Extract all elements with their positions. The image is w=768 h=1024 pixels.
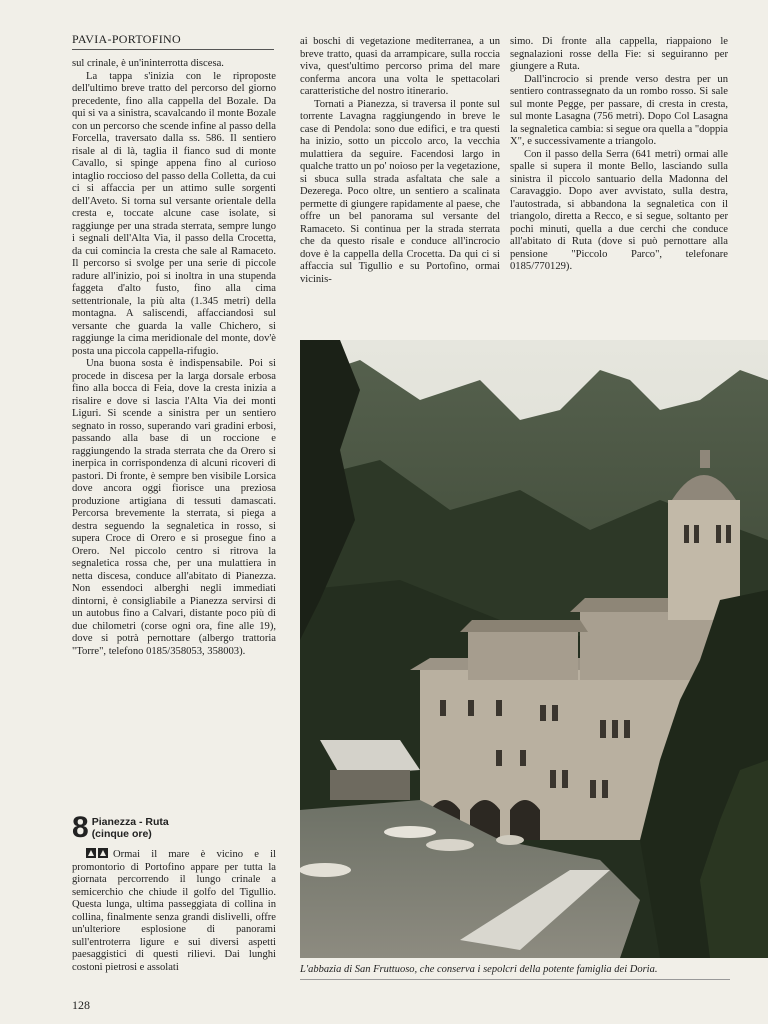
paragraph [72, 848, 276, 974]
paragraph: La tappa s'inizia con le riproposte dell'ultimo breve tratto del percorso del giorno precedente, fino alla cappella del Bozale. Da qui si va a sinistra, scavalcando il monte Bozale con un percorso che scende infine al passo della Forcella, traversato dalla ss. 586. Il sentiero risale al di là, taglia il fianco sud di monte Cavallo, si spinge appena fino al curioso intaglio roccioso del passo della Colletta, da cui ci si affaccia per un attimo sulle sorgenti dell'Aveto. Si torna sul versante orientale della cresta e, toccate alcune case isolate, si raggiunge per una strada sterrata, sempre lungo i segnali dell'Alta Via, il passo della Crocetta, da cui comincia la cresta che sale al Ramaceto. Il percorso si svolge per una serie di piccole radure all'inizio, poi si inoltra in una stupenda faggeta d'alto fusto, fino alla cima settentrionale, la più alta (1.345 metri) della montagna. A saliscendi, affacciandosi sul versante che guarda la valle Chichero, si raggiunge la cima meridionale del monte, dov'è posta una piccola cappella-rifugio. [72, 70, 276, 357]
hiker-icon [98, 848, 108, 858]
column-1-text [72, 58, 276, 808]
page-number: 128 [72, 998, 90, 1012]
abbey-photo [300, 340, 768, 958]
difficulty-badges [86, 848, 108, 858]
section-paragraph: Ormai il mare è vicino e il promontorio di Portofino appare per tutta la giornata percorrendo il lungo crinale a semicerchio che chiude il golfo del Tigullio. Questa lunga, ultima passeggiata di collina in collina, finalmente senza grandi dislivelli, offre un'ulteriore esplosione di panorami sull'entroterra ligure e sui diversi aspetti paesaggistici di questi rilievi. Dai lunghi costoni pietrosi e assolati [72, 849, 276, 973]
running-header: PAVIA-PORTOFINO [72, 32, 274, 50]
section-title [92, 816, 169, 840]
photo-caption: L'abbazia di San Fruttuoso, che conserva i sepolcri della potente famiglia dei Doria. [300, 963, 730, 980]
paragraph: ai boschi di vegetazione mediterranea, a un breve tratto, quasi da arrampicare, sulla roccia viva, quest'ultimo percorso prima del mare conferma ancora una volta le spettacolari caratteristiche del nostro itinerario. [300, 36, 500, 97]
hiker-icon [86, 848, 96, 858]
section-number: 8 [72, 811, 89, 844]
column-1-section-text [72, 848, 276, 988]
column-3-text [510, 36, 728, 326]
column-2-text [300, 36, 500, 332]
section-heading [72, 812, 276, 844]
paragraph: sul crinale, è un'ininterrotta discesa. [72, 58, 224, 69]
paragraph: Tornati a Pianezza, si traversa il ponte sul torrente Lavagna raggiungendo in breve le case di Pendola: sono due edifici, e tra questi ha inizio, sotto un piccolo arco, la vecchia mulattiera da seguire. Facendosi largo in qualche tratto un po' noioso per la vegetazione, si sbuca sulla strada asfaltata che sale a Dezerega. Poco oltre, un sentiero a scalinata permette di giungere rapidamente al paese, che offre un bel panorama sul versante del Ramaceto. Si continua per la strada sterrata che da questo risale e conduce all'incrocio dove è la cappella della Crocetta. Da qui ci si affaccia sul Tigullio e su Portofino, ormai vicinis- [300, 98, 500, 285]
paragraph: Dall'incrocio si prende verso destra per un sentiero contrassegnato da un rombo rosso. Si sale sul monte Pegge, per passare, di cresta in cresta, sul monte Lasagna (756 metri). Dopo Col Lasagna la segnaletica cambia: si segue ora quella a "doppia X", e successivamente a triangolo. [510, 73, 728, 147]
section-title-line2: (cinque ore) [91, 828, 152, 840]
paragraph: Con il passo della Serra (641 metri) ormai alle spalle si supera il monte Bello, lasciando sulla sinistra il piccolo santuario della Madonna del Caravaggio. Dopo aver avvistato, sulla destra, l'autostrada, si abbandona la segnaletica con il triangolo, diretta a Recco, e si segue, soltanto per pochi minuti, quella a due cerchi che conduce all'abitato di Ruta (dove si può pernottare alla pensione "Piccolo Parco", telefonare 0185/770129). [510, 148, 728, 272]
paragraph: simo. Di fronte alla cappella, riappaiono le segnalazioni rosse della Fie: si seguiranno per giungere a Ruta. [510, 36, 728, 72]
abbey-photo-illustration [300, 340, 768, 958]
paragraph: Una buona sosta è indispensabile. Poi si procede in discesa per la larga dorsale erbosa fino alla bocca di Feia, dove la cresta inizia a risalire e dove si lascia l'Alta Via dei monti Liguri. Si scende a sinistra per un sentiero segnato in rosso, superando vari gradini erbosi, passando alla base di un roccione e raggiungendo la strada sterrata che da Orero si inerpica in corrispondenza di alcuni ricoveri di pastori. Di fronte, è sempre ben visibile Lorsica dove ancora oggi fiorisce una preziosa produzione artigiana di tessuti damascati. Percorsa brevemente la sterrata, si piega a destra seguendo la segnaletica in rosso, si supera Croce di Orero e si prosegue fino a Orero. Nel piccolo centro si ritrova la segnaletica rossa che, per una mulattiera in netta discesa, conduce all'abitato di Pianezza. Non essendoci alberghi negli immediati dintorni, è consigliabile a Pianezza servirsi di un autobus fino a Calvari, distante poco più di due chilometri (corse ogni ora, fine alle 19), dove si potrà pernottare (albergo trattoria "Torre", telefono 0185/358053, 358003). [72, 358, 276, 657]
section-title-line1: Pianezza - Ruta [91, 816, 169, 828]
